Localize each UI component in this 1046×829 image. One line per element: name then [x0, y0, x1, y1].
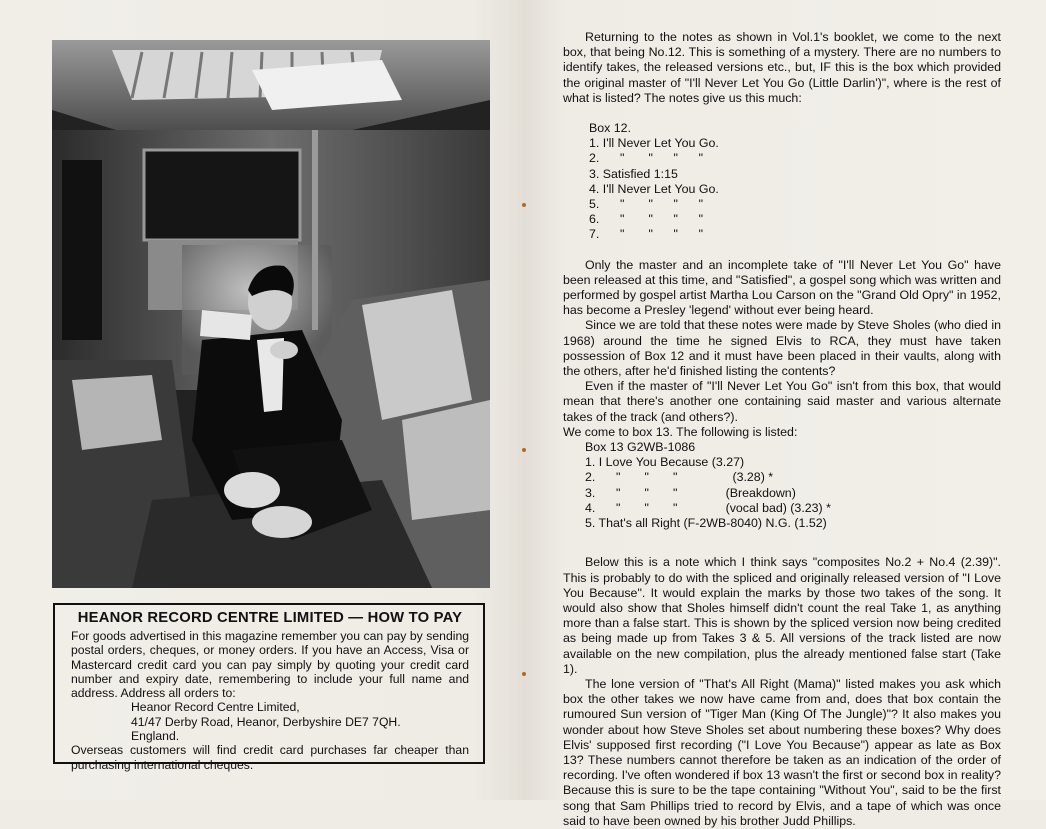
paragraph: The lone version of "That's All Right (Mama)" listed makes you ask which box the other takes we now have came from and, does that box contain the rumoured Sun version of "Tiger Man (King Of The Jungle)"? It also makes you wonder about how Steve Sholes set about numbering these boxes? Why does Elvis' supposed first recording ("I Love You Because") appear as late as Box 13? These numbers cannot therefore be taken as an indication of the order of recording. I've often wondered if box 13 wasn't the first or second box in reality? Because this is sure to be the tape containing "Without You", said to be the first song that Sam Phillips tried to record by Elvis, and a tape of which was once said to have been owned by his brother Judd Phillips. [563, 676, 1001, 828]
list-item: Box 12. [589, 121, 632, 136]
paragraph: Below this is a note which I think says "composites No.2 + No.4 (2.39)". This is probably to do with the spliced and originally released version of "I Love You Because". It would explain the marks by those two takes of the song. It would also show that Sholes himself didn't count the real Take 1, as anything more than a false start. This is shown by the spliced version now being credited as being made up from Takes 3 & 5. All versions of the track listed are now available on the new compilation, plus the already mentioned false start (Take 1). [563, 555, 1001, 676]
list-item: 4. " " " (vocal bad) (3.23) * [585, 500, 831, 515]
paragraph: We come to box 13. The following is listed: [563, 424, 798, 439]
list-item: 2. " " " " [589, 151, 703, 166]
paragraph: Only the master and an incomplete take of "I'll Never Let You Go" have been released at this time, and "Satisfied", a gospel song which was written and performed by gospel artist Martha Lou Carson on the "Grand Old Opry" in 1952, has become a Presley 'legend' without ever being heard. [563, 257, 1001, 318]
paragraph: Even if the master of "I'll Never Let You Go" isn't from this box, that would mean that there's another one containing said master and various alternate takes of the track (and others?). [563, 379, 1001, 424]
binding-mark [522, 672, 526, 676]
list-item: 2. " " " (3.28) * [585, 470, 774, 485]
address-line: England. [131, 729, 180, 744]
list-item: 7. " " " " [589, 227, 703, 242]
train-interior-photo [52, 40, 490, 588]
list-item: 5. That's all Right (F-2WB-8040) N.G. (1.52) [585, 516, 827, 531]
list-item: 1. I Love You Because (3.27) [585, 455, 745, 470]
paragraph: Since we are told that these notes were made by Steve Sholes (who died in 1968) around the time he signed Elvis to RCA, they must have taken possession of Box 12 and it must have been placed in their vaults, along with the others, after he'd finished listing the contents? [563, 318, 1001, 379]
list-item: 5. " " " " [589, 197, 703, 212]
payment-advert-box [53, 603, 485, 772]
box13-list [563, 440, 1001, 531]
binding-mark [522, 448, 526, 452]
advert-title: HEANOR RECORD CENTRE LIMITED — HOW TO PAY [77, 610, 463, 626]
list-item: 4. I'll Never Let You Go. [589, 181, 719, 196]
paragraph: Returning to the notes as shown in Vol.1's booklet, we come to the next box, that being No.12. This is something of a mystery. There are no numbers to identify takes, the released versions etc., but, IF this is the box which provided the original master of "I'll Never Let You Go (Little Darlin')", where is the rest of what is listed? The notes give us this much: [563, 30, 1001, 105]
advert-body: For goods advertised in this magazine remember you can pay by sending postal orders, cheques, or money orders. If you have an Access, Visa or Mastercard credit card you can pay simply by quoting your credit card number and expiry date, remembering to include your full name and address. Address all orders to: [71, 629, 469, 701]
list-item: 1. I'll Never Let You Go. [589, 136, 719, 151]
address-line: 41/47 Derby Road, Heanor, Derbyshire DE7 7QH. [131, 714, 401, 729]
box12-list [563, 121, 1001, 243]
article-column [563, 30, 1001, 829]
list-item: Box 13 G2WB-1086 [585, 440, 696, 455]
list-item: 3. " " " (Breakdown) [585, 485, 796, 500]
list-item: 6. " " " " [589, 212, 703, 227]
list-item: 3. Satisfied 1:15 [589, 166, 678, 181]
advert-footer: Overseas customers will find credit card purchases far cheaper than purchasing international cheques. [71, 743, 469, 772]
address-line: Heanor Record Centre Limited, [131, 700, 300, 715]
binding-mark [522, 203, 526, 207]
